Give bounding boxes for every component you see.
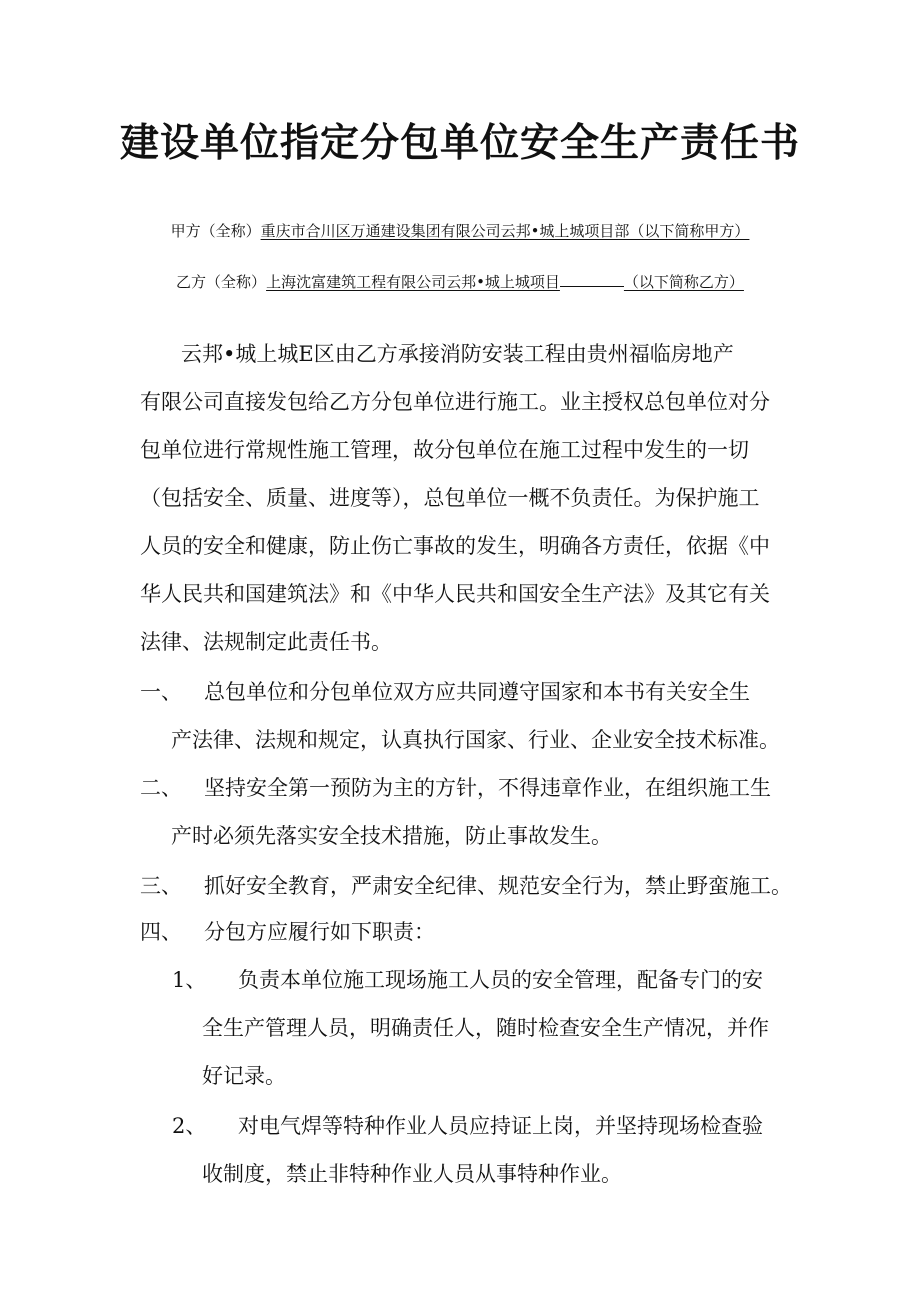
- clause-number: 一、: [140, 680, 182, 704]
- clause-text: 坚持安全第一预防为主的方针，不得违章作业，在组织施工生: [204, 776, 771, 800]
- intro-line: 云邦•城上城E区由乙方承接消防安装工程由贵州福临房地产: [181, 342, 734, 366]
- party-b-suffix: （以下简称乙方）: [623, 273, 744, 291]
- party-a-name: 重庆市合川区万通建设集团有限公司云邦•城上城项目部（以下简称甲方）: [260, 222, 750, 240]
- document-title: 建设单位指定分包单位安全生产责任书: [119, 121, 800, 166]
- party-b-line: [0, 271, 920, 292]
- clause-text: 产法律、法规和规定，认真执行国家、行业、企业安全技术标准。: [171, 728, 780, 752]
- intro-line: 人员的安全和健康，防止伤亡事故的发生，明确各方责任，依据《中: [140, 534, 770, 558]
- clause-text: 抓好安全教育，严肃安全纪律、规范安全行为，禁止野蛮施工。: [204, 874, 792, 898]
- intro-line: 包单位进行常规性施工管理，故分包单位在施工过程中发生的一切: [140, 438, 749, 462]
- sub-item-text: 负责本单位施工现场施工人员的安全管理，配备专门的安: [238, 968, 763, 992]
- sub-item-number: 2、: [172, 1114, 207, 1138]
- intro-line: 有限公司直接发包给乙方分包单位进行施工。业主授权总包单位对分: [140, 390, 770, 414]
- clause-text: 总包单位和分包单位双方应共同遵守国家和本书有关安全生: [204, 680, 750, 704]
- sub-item-number: 1、: [172, 968, 207, 992]
- clause-text: 分包方应履行如下职责：: [204, 920, 435, 944]
- party-b-blank: [560, 272, 624, 287]
- sub-item-text: 好记录。: [202, 1064, 286, 1088]
- sub-item-text: 对电气焊等特种作业人员应持证上岗，并坚持现场检查验: [238, 1114, 763, 1138]
- intro-line: （包括安全、质量、进度等），总包单位一概不负责任。为保护施工: [140, 486, 760, 510]
- party-b-label: 乙方（全称）: [176, 273, 267, 291]
- party-b-name: 上海沈富建筑工程有限公司云邦•城上城项目: [266, 273, 560, 291]
- party-a-line: [0, 220, 920, 241]
- party-a-label: 甲方（全称）: [170, 222, 261, 240]
- sub-item-text: 全生产管理人员，明确责任人，随时检查安全生产情况，并作: [202, 1016, 769, 1040]
- clause-number: 二、: [140, 776, 182, 800]
- sub-item-text: 收制度，禁止非特种作业人员从事特种作业。: [202, 1162, 622, 1186]
- clause-text: 产时必须先落实安全技术措施，防止事故发生。: [171, 824, 612, 848]
- clause-number: 三、: [140, 874, 182, 898]
- intro-line: 法律、法规制定此责任书。: [140, 630, 392, 654]
- intro-line: 华人民共和国建筑法》和《中华人民共和国安全生产法》及其它有关: [140, 582, 770, 606]
- clause-number: 四、: [140, 920, 182, 944]
